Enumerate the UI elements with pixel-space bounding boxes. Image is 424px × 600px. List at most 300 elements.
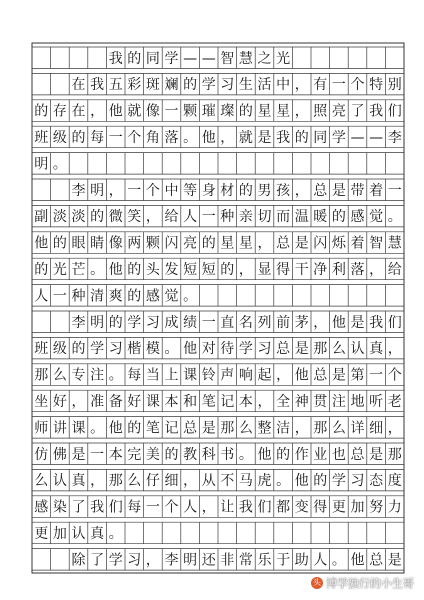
- grid-character: ，: [387, 420, 402, 437]
- grid-character: 全: [276, 393, 291, 410]
- grid-character: 老: [387, 393, 402, 410]
- grid-character: 的: [183, 77, 198, 94]
- grid-character: 他: [294, 367, 309, 384]
- grid-character: 教: [183, 446, 198, 463]
- grid-character: 像: [108, 235, 123, 252]
- grid-character: 李: [387, 129, 402, 146]
- grid-character: 落: [350, 261, 365, 278]
- grid-character: 星: [220, 235, 235, 252]
- grid-character: 温: [294, 209, 309, 226]
- grid-character: —: [183, 50, 198, 67]
- grid-character: 么: [331, 420, 346, 437]
- grid-character: 了: [71, 499, 86, 516]
- grid-character: 闪: [164, 235, 179, 252]
- watermark: [311, 575, 414, 591]
- grid-character: 注: [90, 367, 105, 384]
- grid-character: 。: [108, 525, 123, 542]
- grid-character: 是: [331, 182, 346, 199]
- grid-character: 美: [145, 446, 160, 463]
- grid-character: 总: [369, 552, 384, 569]
- grid-character: 课: [71, 420, 86, 437]
- grid-character: 那: [220, 420, 235, 437]
- grid-character: 人: [183, 499, 198, 516]
- grid-character: 是: [294, 341, 309, 358]
- grid-character: 一: [201, 314, 216, 331]
- grid-character: 之: [257, 50, 272, 67]
- grid-character: 给: [387, 261, 402, 278]
- grid-character: 是: [387, 552, 402, 569]
- grid-character: 态: [369, 473, 384, 490]
- grid-character: 级: [52, 341, 67, 358]
- grid-character: 他: [201, 129, 216, 146]
- grid-character: 那: [313, 420, 328, 437]
- grid-character: 更: [34, 525, 49, 542]
- grid-character: 总: [276, 341, 291, 358]
- grid-character: 觉: [164, 288, 179, 305]
- grid-character: 待: [220, 341, 235, 358]
- grid-character: 上: [164, 367, 179, 384]
- grid-character: 习: [145, 314, 160, 331]
- grid-character: 地: [350, 393, 365, 410]
- grid-character: 李: [164, 552, 179, 569]
- grid-character: 不: [220, 473, 235, 490]
- grid-character: 的: [313, 473, 328, 490]
- grid-character: 。: [238, 446, 253, 463]
- grid-character: 一: [145, 499, 160, 516]
- grid-character: 颗: [145, 235, 160, 252]
- grid-character: —: [350, 129, 365, 146]
- grid-character: 书: [220, 446, 235, 463]
- grid-row: [32, 443, 404, 465]
- grid-character: ，: [201, 499, 216, 516]
- grid-character: 就: [238, 129, 253, 146]
- grid-row: [32, 417, 404, 439]
- grid-character: 个: [127, 129, 142, 146]
- grid-character: 也: [331, 446, 346, 463]
- grid-character: 仔: [145, 473, 160, 490]
- grid-character: 中: [276, 77, 291, 94]
- grid-character: 度: [387, 473, 402, 490]
- grid-character: 虎: [257, 473, 272, 490]
- grid-character: ，: [294, 103, 309, 120]
- grid-character: 一: [90, 446, 105, 463]
- grid-character: 更: [331, 499, 346, 516]
- grid-character: 总: [276, 235, 291, 252]
- grid-character: 列: [257, 314, 272, 331]
- grid-character: ，: [71, 393, 86, 410]
- grid-character: 非: [220, 552, 235, 569]
- grid-character: 个: [164, 499, 179, 516]
- grid-character: 学: [331, 129, 346, 146]
- grid-character: 我: [90, 499, 105, 516]
- grid-character: 副: [34, 209, 49, 226]
- grid-character: 孩: [276, 182, 291, 199]
- grid-character: 学: [108, 552, 123, 569]
- grid-character: 是: [350, 314, 365, 331]
- grid-character: 贯: [313, 393, 328, 410]
- grid-character: 笑: [127, 209, 142, 226]
- grid-character: 课: [145, 393, 160, 410]
- grid-character: 的: [71, 129, 86, 146]
- grid-character: 作: [294, 446, 309, 463]
- watermark-text: 博学独行的小生哥: [326, 577, 414, 590]
- grid-character: 让: [220, 499, 235, 516]
- grid-character: 么: [34, 473, 49, 490]
- grid-character: 种: [220, 209, 235, 226]
- grid-character: 真: [90, 525, 105, 542]
- grid-character: 淡: [71, 209, 86, 226]
- grid-character: 短: [201, 261, 216, 278]
- grid-character: 佛: [52, 446, 67, 463]
- grid-character: ，: [90, 103, 105, 120]
- grid-character: 是: [369, 446, 384, 463]
- grid-character: 落: [164, 129, 179, 146]
- grid-character: 每: [127, 499, 142, 516]
- grid-character: 切: [257, 209, 272, 226]
- grid-character: 每: [90, 129, 105, 146]
- grid-character: 。: [52, 156, 67, 173]
- grid-character: 在: [71, 103, 86, 120]
- grid-character: 活: [257, 77, 272, 94]
- grid-character: 给: [164, 209, 179, 226]
- grid-character: 斑: [145, 77, 160, 94]
- grid-character: 生: [238, 77, 253, 94]
- grid-character: 他: [350, 552, 365, 569]
- grid-character: 烁: [331, 235, 346, 252]
- grid-character: ，: [276, 367, 291, 384]
- grid-character: 个: [387, 367, 402, 384]
- grid-row: [32, 232, 404, 254]
- grid-character: 学: [90, 341, 105, 358]
- grid-character: 们: [257, 499, 272, 516]
- grid-character: 学: [201, 77, 216, 94]
- grid-character: 马: [238, 473, 253, 490]
- grid-character: 光: [52, 261, 67, 278]
- grid-row: [32, 258, 404, 280]
- grid-character: 都: [276, 499, 291, 516]
- grid-character: 的: [34, 261, 49, 278]
- grid-character: 习: [350, 473, 365, 490]
- grid-frame: [32, 43, 404, 573]
- grid-character: ，: [294, 77, 309, 94]
- grid-row: [32, 179, 404, 201]
- grid-character: ，: [90, 473, 105, 490]
- grid-character: ，: [294, 182, 309, 199]
- grid-character: 他: [183, 341, 198, 358]
- grid-character: 慧: [387, 235, 402, 252]
- grid-character: 准: [90, 393, 105, 410]
- grid-character: 加: [52, 525, 67, 542]
- grid-character: 智: [220, 50, 235, 67]
- grid-character: 暖: [313, 209, 328, 226]
- grid-character: 。: [276, 473, 291, 490]
- grid-character: 整: [257, 420, 272, 437]
- grid-character: 的: [71, 341, 86, 358]
- grid-character: 头: [145, 261, 160, 278]
- grid-character: 光: [276, 50, 291, 67]
- grid-character: 身: [201, 182, 216, 199]
- grid-character: ，: [183, 473, 198, 490]
- grid-character: 助: [294, 552, 309, 569]
- grid-character: 是: [294, 235, 309, 252]
- grid-character: —: [369, 129, 384, 146]
- grid-character: 好: [127, 393, 142, 410]
- grid-character: 真: [71, 473, 86, 490]
- grid-character: 是: [257, 129, 272, 146]
- grid-character: 学: [164, 50, 179, 67]
- grid-row: [32, 205, 404, 227]
- grid-character: 认: [71, 525, 86, 542]
- grid-character: 他: [257, 446, 272, 463]
- grid-row: [32, 126, 404, 148]
- grid-character: 净: [313, 261, 328, 278]
- grid-character: 的: [238, 103, 253, 120]
- grid-character: 师: [34, 420, 49, 437]
- grid-character: 而: [276, 209, 291, 226]
- grid-character: 他: [34, 235, 49, 252]
- grid-character: 起: [257, 367, 272, 384]
- grid-character: 总: [313, 182, 328, 199]
- grid-character: 得: [276, 261, 291, 278]
- grid-character: 本: [108, 446, 123, 463]
- grid-character: ，: [108, 182, 123, 199]
- grid-character: 专: [71, 367, 86, 384]
- grid-character: 。: [183, 129, 198, 146]
- grid-character: 他: [294, 473, 309, 490]
- grid-character: 么: [127, 473, 142, 490]
- grid-character: 他: [108, 261, 123, 278]
- grid-character: 习: [127, 552, 142, 569]
- grid-character: 。: [108, 367, 123, 384]
- grid-character: 明: [34, 156, 49, 173]
- grid-character: 常: [238, 552, 253, 569]
- grid-character: 是: [71, 446, 86, 463]
- grid-character: 李: [71, 182, 86, 199]
- grid-character: 照: [313, 103, 328, 120]
- grid-character: 完: [127, 446, 142, 463]
- grid-character: 的: [220, 261, 235, 278]
- grid-character: 总: [183, 420, 198, 437]
- grid-character: 学: [238, 341, 253, 358]
- grid-character: 他: [108, 420, 123, 437]
- grid-character: 对: [201, 341, 216, 358]
- grid-character: 材: [220, 182, 235, 199]
- grid-character: —: [201, 50, 216, 67]
- grid-character: ，: [369, 261, 384, 278]
- grid-character: 成: [164, 314, 179, 331]
- grid-character: 笔: [201, 393, 216, 410]
- grid-character: 的: [108, 314, 123, 331]
- grid-character: 特: [369, 77, 384, 94]
- grid-character: 得: [313, 499, 328, 516]
- grid-character: 是: [331, 367, 346, 384]
- grid-character: 名: [238, 314, 253, 331]
- grid-character: 显: [257, 261, 272, 278]
- grid-character: 了: [90, 552, 105, 569]
- grid-character: 茅: [294, 314, 309, 331]
- grid-character: 那: [108, 473, 123, 490]
- grid-character: 响: [238, 367, 253, 384]
- grid-character: 五: [108, 77, 123, 94]
- grid-character: 每: [127, 367, 142, 384]
- grid-character: 干: [294, 261, 309, 278]
- grid-row: [32, 337, 404, 359]
- grid-character: 真: [369, 341, 384, 358]
- grid-character: 级: [52, 129, 67, 146]
- grid-character: 一: [108, 129, 123, 146]
- grid-character: 备: [108, 393, 123, 410]
- grid-character: 着: [350, 235, 365, 252]
- grid-character: 听: [369, 393, 384, 410]
- grid-character: 明: [183, 552, 198, 569]
- grid-character: 学: [127, 314, 142, 331]
- grid-character: 感: [145, 288, 160, 305]
- grid-row: [32, 469, 404, 491]
- grid-row: [32, 364, 404, 386]
- grid-character: 们: [387, 103, 402, 120]
- grid-character: 加: [350, 499, 365, 516]
- grid-character: 前: [276, 314, 291, 331]
- grid-character: 璨: [220, 103, 235, 120]
- grid-character: 一: [127, 182, 142, 199]
- grid-character: 闪: [313, 235, 328, 252]
- grid-character: 总: [350, 446, 365, 463]
- grid-character: 短: [183, 261, 198, 278]
- grid-character: 声: [220, 367, 235, 384]
- grid-character: 模: [145, 341, 160, 358]
- grid-character: 别: [387, 77, 402, 94]
- grid-character: 的: [127, 261, 142, 278]
- grid-character: 努: [369, 499, 384, 516]
- grid-character: 么: [52, 367, 67, 384]
- grid-character: 感: [350, 209, 365, 226]
- grid-character: 。: [183, 288, 198, 305]
- grid-character: ，: [145, 552, 160, 569]
- grid-character: 明: [90, 182, 105, 199]
- grid-character: 亮: [183, 235, 198, 252]
- grid-character: 颗: [183, 103, 198, 120]
- grid-character: 星: [276, 103, 291, 120]
- grid-character: 有: [313, 77, 328, 94]
- grid-row: [32, 496, 404, 518]
- grid-row: [32, 549, 404, 571]
- grid-character: 变: [294, 499, 309, 516]
- grid-character: 记: [220, 393, 235, 410]
- grid-character: 的: [127, 420, 142, 437]
- grid-character: 我: [238, 499, 253, 516]
- grid-character: 存: [52, 103, 67, 120]
- grid-character: 。: [90, 420, 105, 437]
- grid-character: 的: [201, 235, 216, 252]
- grid-character: ，: [238, 261, 253, 278]
- grid-character: 铃: [201, 367, 216, 384]
- grid-character: 业: [313, 446, 328, 463]
- grid-character: 等: [183, 182, 198, 199]
- grid-character: 习: [108, 341, 123, 358]
- grid-character: 的: [34, 103, 49, 120]
- grid-character: 们: [108, 499, 123, 516]
- grid-character: 。: [387, 209, 402, 226]
- grid-character: 个: [350, 77, 365, 94]
- grid-character: 清: [90, 288, 105, 305]
- grid-character: 星: [238, 235, 253, 252]
- grid-character: 。: [90, 261, 105, 278]
- grid-character: 习: [257, 341, 272, 358]
- grid-character: 注: [331, 393, 346, 410]
- grid-character: 的: [331, 209, 346, 226]
- grid-character: 科: [201, 446, 216, 463]
- grid-character: 绩: [183, 314, 198, 331]
- grid-character: 他: [108, 103, 123, 120]
- grid-character: 李: [71, 314, 86, 331]
- grid-character: 我: [369, 103, 384, 120]
- grid-character: 星: [257, 103, 272, 120]
- grid-character: 就: [127, 103, 142, 120]
- grid-character: 总: [313, 367, 328, 384]
- grid-character: 的: [294, 129, 309, 146]
- grid-character: 同: [145, 50, 160, 67]
- grid-character: 睛: [90, 235, 105, 252]
- grid-character: 细: [369, 420, 384, 437]
- grid-character: 乐: [257, 552, 272, 569]
- grid-character: 。: [331, 552, 346, 569]
- grid-character: 一: [164, 103, 179, 120]
- grid-character: 角: [145, 129, 160, 146]
- grid-character: 除: [71, 552, 86, 569]
- grid-character: 是: [201, 420, 216, 437]
- grid-character: ，: [313, 314, 328, 331]
- watermark-logo-icon: 头: [313, 578, 321, 587]
- grid-character: 像: [145, 103, 160, 120]
- grid-character: 同: [313, 129, 328, 146]
- grid-character: 爽: [108, 288, 123, 305]
- grid-character: ，: [257, 393, 272, 410]
- grid-character: 我: [108, 50, 123, 67]
- grid-character: 神: [294, 393, 309, 410]
- grid-row: [32, 522, 404, 544]
- grid-character: 人: [313, 552, 328, 569]
- grid-character: 和: [183, 393, 198, 410]
- grid-character: 染: [52, 499, 67, 516]
- grid-row: [32, 390, 404, 412]
- grid-character: 带: [350, 182, 365, 199]
- grid-character: 一: [331, 77, 346, 94]
- grid-character: 的: [276, 446, 291, 463]
- grid-character: 好: [52, 393, 67, 410]
- grid-character: 的: [127, 288, 142, 305]
- grid-character: 彩: [127, 77, 142, 94]
- grid-character: 智: [369, 235, 384, 252]
- grid-character: 习: [220, 77, 235, 94]
- grid-character: 仿: [34, 446, 49, 463]
- grid-character: 男: [257, 182, 272, 199]
- grid-character: 当: [145, 367, 160, 384]
- grid-character: ，: [220, 129, 235, 146]
- grid-character: 细: [164, 473, 179, 490]
- grid-character: 学: [331, 473, 346, 490]
- grid-character: 详: [350, 420, 365, 437]
- grid-character: 课: [183, 367, 198, 384]
- grid-character: 么: [238, 420, 253, 437]
- grid-character: ，: [387, 341, 402, 358]
- grid-character: 的: [127, 50, 142, 67]
- grid-character: 觉: [369, 209, 384, 226]
- grid-character: 璀: [201, 103, 216, 120]
- grid-character: 了: [350, 103, 365, 120]
- grid-character: 亲: [238, 209, 253, 226]
- grid-character: 坐: [34, 393, 49, 410]
- grid-character: 两: [127, 235, 142, 252]
